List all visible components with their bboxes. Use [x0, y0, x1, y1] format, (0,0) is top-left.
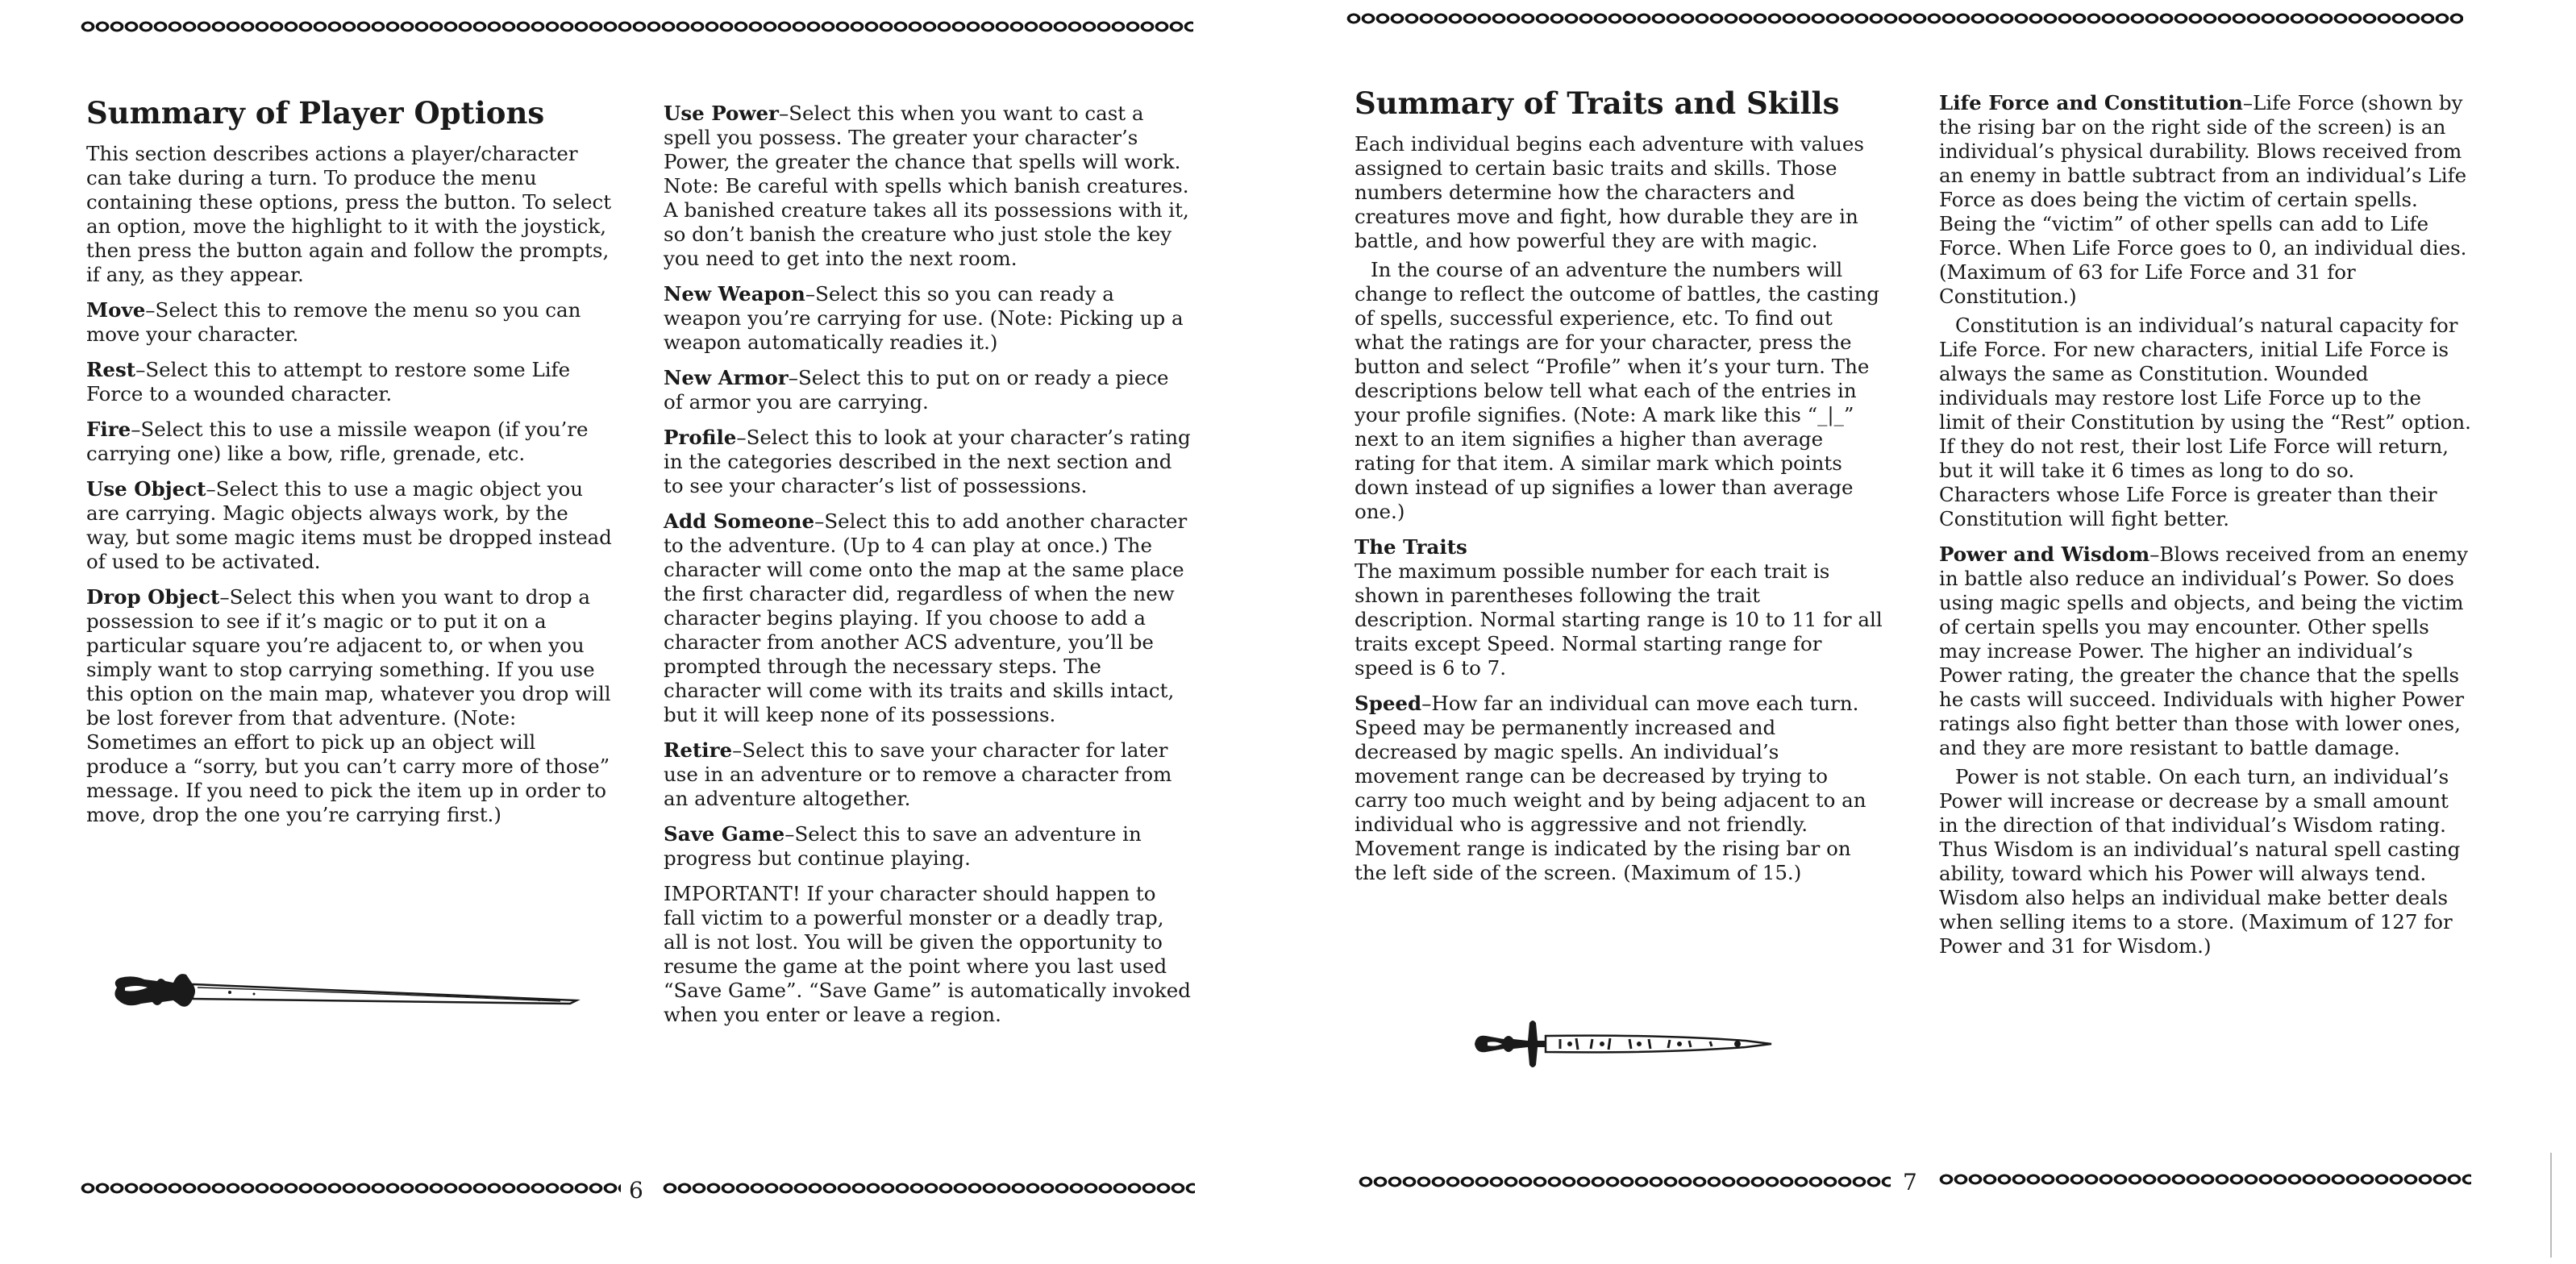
option-term: Drop Object: [86, 585, 220, 609]
trait-term: Speed: [1355, 692, 1422, 715]
option-text: –Select this so you can ready a weapon you’re carrying for use. (Note: Picking up a weapon automatically readies it.): [664, 282, 1184, 354]
trait-power-wisdom: [1939, 543, 2471, 760]
constitution-paragraph: Constitution is an individual’s natural capacity for Life Force. For new characters, initial Life Force is always the same as Constitution. Wounded individuals may restore lost Life Force up to the limit of their Constitution by using the “Rest” option. If they do not rest, their lost Life Force will return, but it will take it 6 times as long to do so. Characters whose Life Force is greater than their Constitution will fight better.: [1939, 314, 2471, 530]
option-save-game: [664, 822, 1192, 871]
important-note: IMPORTANT! If your character should happen to fall victim to a powerful monster or a deadly trap, all is not lost. You will be given the opportunity to resume the game at the point where you last used “Save Game”. “Save Game” is automatically invoked when you enter or leave a region.: [664, 882, 1191, 1026]
rope-border-bottom-right-a: [1359, 1173, 1891, 1191]
rope-border-top-left: [81, 18, 1193, 35]
option-term: Profile: [664, 426, 737, 449]
page-title-traits-skills: Summary of Traits and Skills: [1355, 85, 1840, 121]
option-text: –Select this to save your character for later use in an adventure or to remove a character from an adventure altogether.: [664, 738, 1172, 810]
intro-paragraph: This section describes actions a player/character can take during a turn. To produce the menu containing these options, press the button. To select an option, move the highlight to it with the joystick, then press the button again and follow the prompts, if any, as they appear.: [86, 142, 612, 286]
option-text: –Select this when you want to drop a possession to see if it’s magic or to put it on a particular square you’re adjacent to, or when you simply want to stop carrying something. If you use this option on the main map, whatever you drop will be lost forever from that adventure. (Note: Sometimes an effort to pick up an object will produce a “sorry, but you can’t carry more of those” message. If you need to pick the item up in order to move, drop the one you’re carrying first.): [86, 585, 611, 826]
trait-term: Power and Wisdom: [1939, 543, 2150, 566]
page-title-player-options: Summary of Player Options: [86, 95, 545, 131]
option-text: –Select this when you want to cast a spell you possess. The greater your character’s Power, the greater the chance that spells will work. Note: Be careful with spells which banish creatures. A banished creature takes all its possessions with it, so don’t banish the creature who just stole the key you need to get into the next room.: [664, 102, 1189, 270]
option-use-object: [86, 477, 614, 574]
option-profile: [664, 426, 1192, 498]
trait-text: –Life Force (shown by the rising bar on the right side of the screen) is an individual’s physical durability. Blows received from an enemy in battle subtract from an individual’s Life Force as does being the victim of certain spells. Being the “victim” of other spells can add to Life Force. When Life Force goes to 0, an individual dies. (Maximum of 63 for Life Force and 31 for Constitution.): [1939, 91, 2467, 308]
option-move: [86, 298, 614, 347]
trait-speed: [1355, 692, 1883, 885]
option-text: –Select this to save an adventure in progress but continue playing.: [664, 822, 1142, 870]
option-new-armor: [664, 366, 1192, 414]
page-number-left: 6: [629, 1177, 643, 1204]
page-number-right: 7: [1903, 1169, 1917, 1195]
trait-term: Life Force and Constitution: [1939, 91, 2243, 114]
traits-section: [1355, 535, 1883, 680]
option-text: –Select this to remove the menu so you can move your character.: [86, 298, 581, 346]
traits-text: The maximum possible number for each trait is shown in parentheses following the trait description. Normal starting range is 10 to 11 for all traits except Speed. Normal starting range for speed is 6 to 7.: [1355, 559, 1883, 680]
option-new-weapon: [664, 282, 1192, 355]
option-rest: [86, 358, 614, 406]
scan-margin-line: [2550, 1153, 2552, 1258]
option-term: Rest: [86, 358, 136, 381]
option-text: –Select this to attempt to restore some Life Force to a wounded character.: [86, 358, 571, 405]
option-term: Save Game: [664, 822, 785, 846]
traits-intro-2: In the course of an adventure the numbers will change to reflect the outcome of battles, the casting of spells, successful experience, etc. To find out what the ratings are for your character, press the button and select “Profile” when it’s your turn. The descriptions below tell what each of the entries in your profile signifies. (Note: A mark like this “_|_” next to an item signifies a higher than average rating for that item. A similar mark which points down instead of up signifies a lower than average one.): [1355, 258, 1879, 523]
left-page-column-1: [86, 95, 614, 838]
traits-heading: The Traits: [1355, 535, 1467, 559]
option-term: Use Power: [664, 102, 779, 125]
option-drop-object: [86, 585, 614, 827]
option-text: –Select this to put on or ready a piece of armor you are carrying.: [664, 366, 1169, 414]
trait-text: –Blows received from an enemy in battle also reduce an individual’s Power. So does using magic spells and objects, and being the victim of certain spells you may encounter. Other spells may increase Power. The higher an individual’s Power rating, the greater the chance that the spells he casts will succeed. Individuals with higher Power ratings also fight better than those with lower ones, and they are more resistant to battle damage.: [1939, 543, 2468, 759]
option-term: Move: [86, 298, 146, 322]
option-fire: [86, 418, 614, 466]
option-add-someone: [664, 509, 1192, 727]
option-term: Retire: [664, 738, 733, 762]
option-use-power: [664, 102, 1192, 271]
option-term: Use Object: [86, 477, 206, 501]
dagger-illustration: [1471, 1012, 1778, 1076]
option-text: –Select this to use a missile weapon (if you’re carrying one) like a bow, rifle, grenade, etc.: [86, 418, 589, 465]
power-paragraph-2: Power is not stable. On each turn, an individual’s Power will increase or decrease by a small amount in the direction of that individual’s Wisdom rating. Thus Wisdom is an individual’s natural spell casting ability, toward which his Power will always tend. Wisdom also helps an individual make better deals when selling items to a store. (Maximum of 127 for Power and 31 for Wisdom.): [1939, 765, 2461, 958]
rope-border-bottom-left-b: [663, 1179, 1195, 1197]
option-term: Fire: [86, 418, 131, 441]
sword-illustration: [109, 963, 593, 1028]
option-text: –Select this to add another character to the adventure. (Up to 4 can play at once.) The character will come onto the map at the same place the first character did, regardless of when the new character begins playing. If you choose to add a character from another ACS adventure, you’ll be prompted through the necessary steps. The character will come with its traits and skills intact, but it will keep none of its possessions.: [664, 509, 1188, 726]
rope-border-top-right: [1346, 10, 2463, 27]
option-text: –Select this to use a magic object you are carrying. Magic objects always work, by the way, but some magic items must be dropped instead of used to be activated.: [86, 477, 612, 573]
trait-life-force: [1939, 91, 2471, 309]
rope-border-bottom-left-a: [81, 1179, 621, 1197]
option-term: New Weapon: [664, 282, 805, 306]
left-page-column-2: [664, 102, 1192, 1038]
option-term: Add Someone: [664, 509, 815, 533]
right-page-column-2: [1939, 91, 2471, 970]
trait-text: –How far an individual can move each turn. Speed may be permanently increased and decreased by magic spells. An individual’s movement range can be decreased by trying to carry too much weight and by being adjacent to an individual who is aggressive and not friendly. Movement range is indicated by the rising bar on the left side of the screen. (Maximum of 15.): [1355, 692, 1866, 884]
option-retire: [664, 738, 1192, 811]
traits-intro-1: Each individual begins each adventure with values assigned to certain basic traits and skills. Those numbers determine how the characters and creatures move and fight, how durable they are in battle, and how powerful they are with magic.: [1355, 132, 1864, 252]
option-term: New Armor: [664, 366, 789, 389]
right-page-column-1: [1355, 85, 1883, 896]
rope-border-bottom-right-b: [1939, 1170, 2471, 1188]
option-text: –Select this to look at your character’s rating in the categories described in the next section and to see your character’s list of possessions.: [664, 426, 1191, 497]
